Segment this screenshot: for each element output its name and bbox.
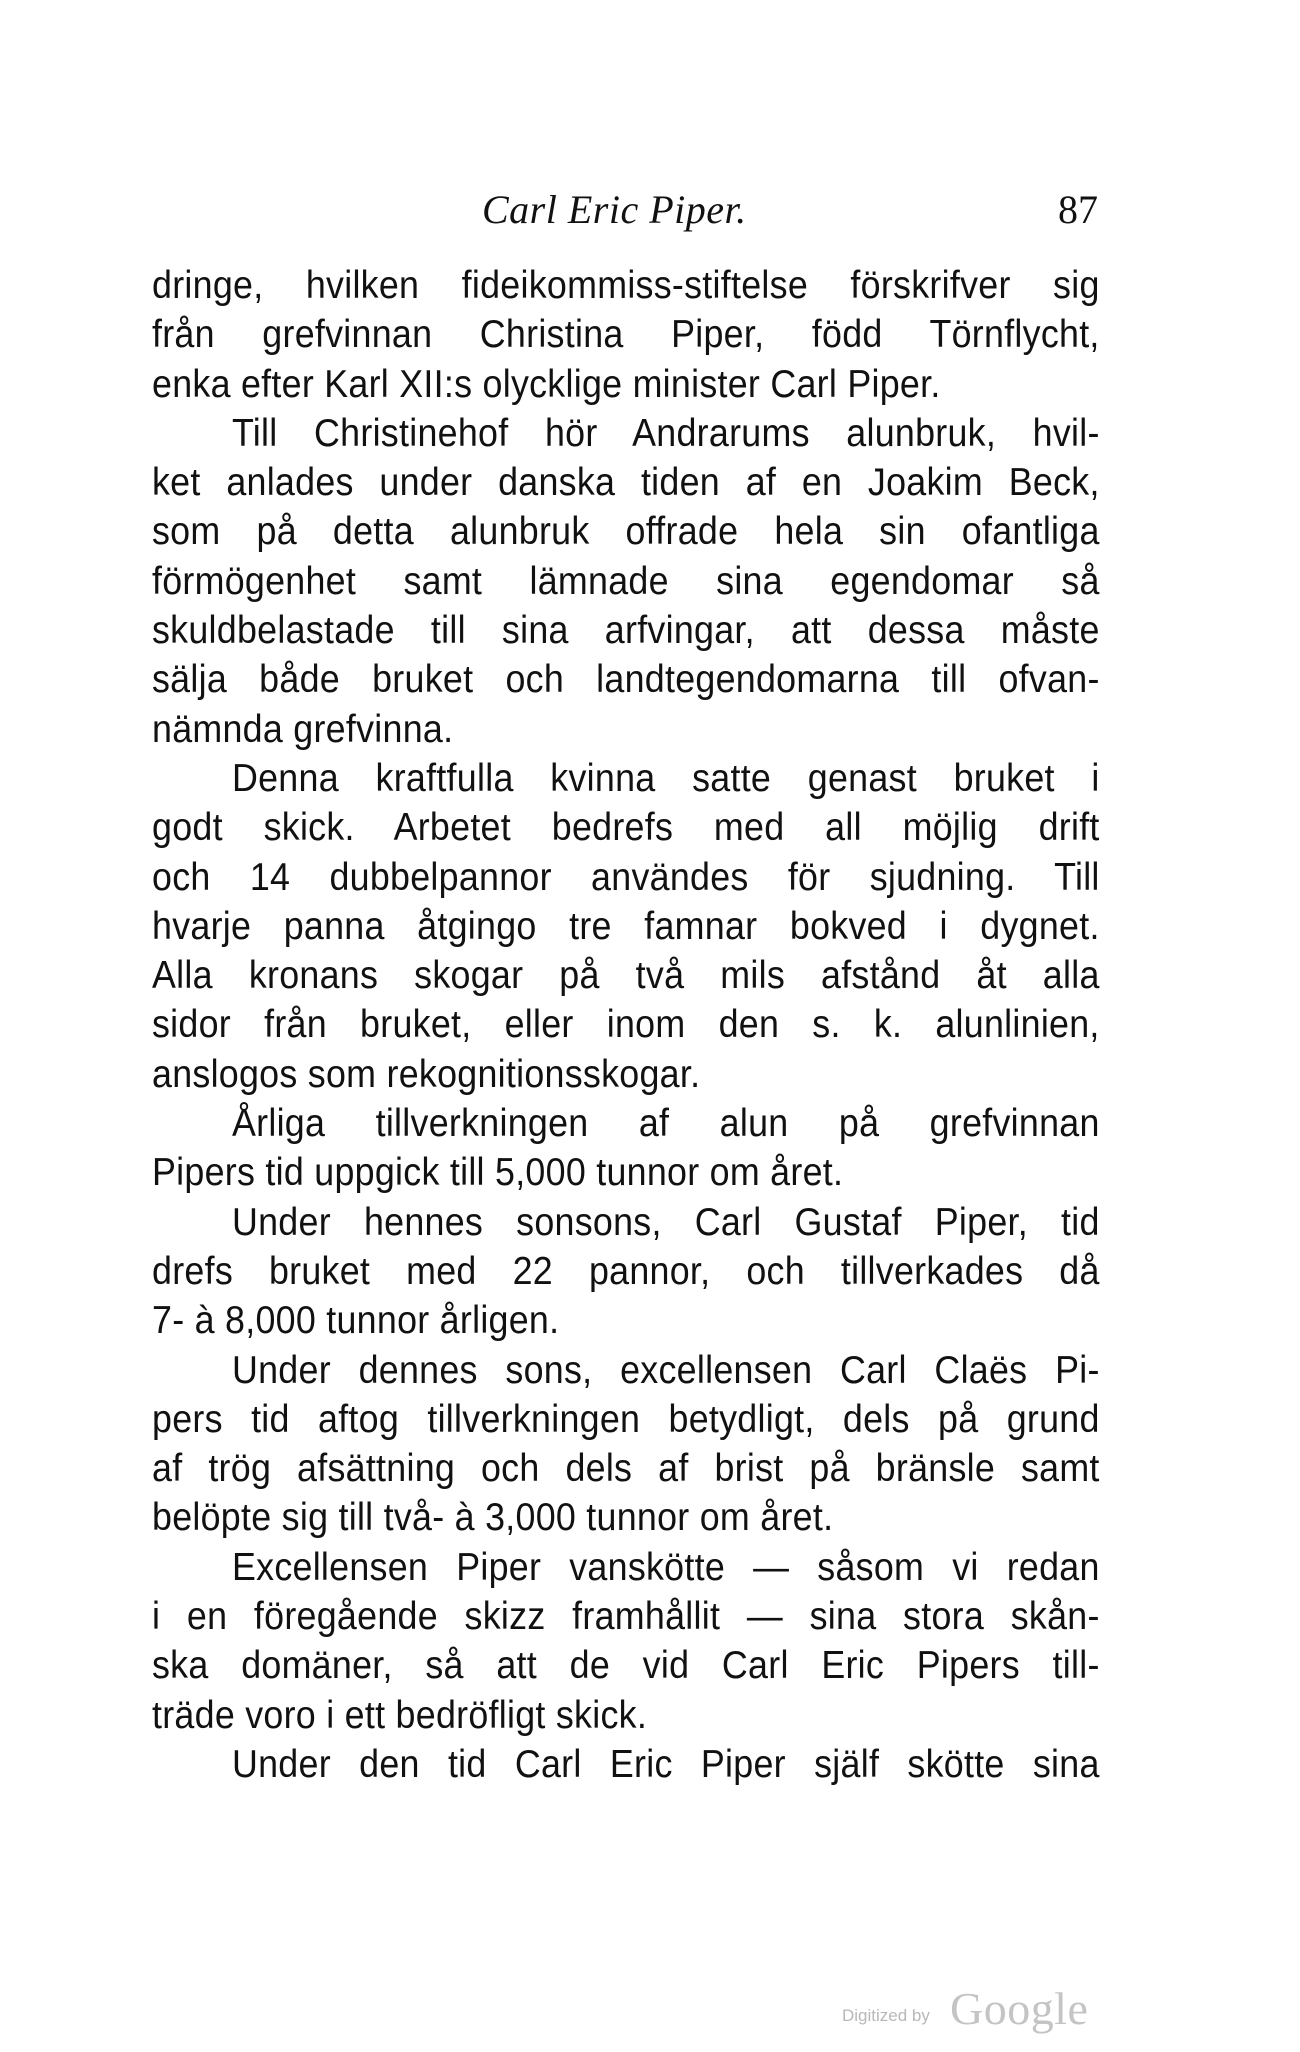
text-line: drefs bruket med 22 pannor, och tillverkades då: [152, 1249, 1100, 1293]
text-line: förmögenhet samt lämnade sina egendomar så: [152, 559, 1100, 603]
text-line: enka efter Karl XII:s olycklige minister Carl Piper.: [152, 362, 941, 406]
text-line: skuldbelastade till sina arfvingar, att dessa måste: [152, 609, 1100, 653]
text-line: ket anlades under danska tiden af en Joakim Beck,: [152, 461, 1100, 505]
text-line: dringe, hvilken fideikommiss-stiftelse förskrifver sig: [152, 264, 1100, 307]
text-line: och 14 dubbelpannor användes för sjudning. Till: [152, 855, 1100, 899]
text-line: ska domäner, så att de vid Carl Eric Pipers till-: [152, 1644, 1100, 1688]
text-line: från grefvinnan Christina Piper, född Törnflycht,: [152, 313, 1100, 357]
text-line: Under hennes sonsons, Carl Gustaf Piper, tid: [231, 1200, 1100, 1244]
text-line: nämnda grefvinna.: [152, 707, 454, 751]
text-line: Under dennes sons, excellensen Carl Claës Pi-: [231, 1348, 1100, 1392]
text-line: sälja både bruket och landtegendomarna till ofvan-: [152, 658, 1100, 702]
digitized-by-google-watermark: [842, 1980, 1102, 2034]
text-line: anslogos som rekognitionsskogar.: [152, 1052, 701, 1096]
page-header: [150, 186, 1102, 246]
text-line: Pipers tid uppgick till 5,000 tunnor om året.: [152, 1151, 844, 1195]
text-line: af trög afsättning och dels af brist på bränsle samt: [152, 1447, 1100, 1491]
text-line: i en föregående skizz framhållit — sina stora skån-: [152, 1595, 1100, 1639]
text-line: som på detta alunbruk offrade hela sin ofantliga: [152, 510, 1100, 554]
text-line: Till Christinehof hör Andrarums alunbruk, hvil-: [231, 411, 1100, 455]
text-line: godt skick. Arbetet bedrefs med all möjlig drift: [152, 806, 1100, 850]
text-line: Årliga tillverkningen af alun på grefvinnan: [231, 1102, 1100, 1146]
text-line: sidor från bruket, eller inom den s. k. alunlinien,: [152, 1003, 1100, 1047]
text-line: Under den tid Carl Eric Piper själf skötte sina: [231, 1742, 1100, 1786]
google-logo-text: Google: [950, 1983, 1089, 2034]
text-line: 7- à 8,000 tunnor årligen.: [152, 1299, 560, 1343]
body-text: [152, 261, 1100, 1789]
text-line: pers tid aftog tillverkningen betydligt, dels på grund: [152, 1397, 1100, 1441]
digitized-label: Digitized by: [842, 2006, 930, 2025]
text-line: belöpte sig till två- à 3,000 tunnor om året.: [152, 1496, 834, 1540]
text-line: Denna kraftfulla kvinna satte genast bruket i: [231, 756, 1100, 800]
text-line: Excellensen Piper vanskötte — såsom vi redan: [231, 1545, 1100, 1589]
text-line: träde voro i ett bedröfligt skick.: [152, 1693, 648, 1737]
text-line: Alla kronans skogar på två mils afstånd åt alla: [152, 954, 1100, 998]
page-number: 87: [1058, 187, 1098, 232]
running-title: Carl Eric Piper.: [482, 187, 747, 232]
text-line: hvarje panna åtgingo tre famnar bokved i dygnet.: [152, 904, 1100, 948]
